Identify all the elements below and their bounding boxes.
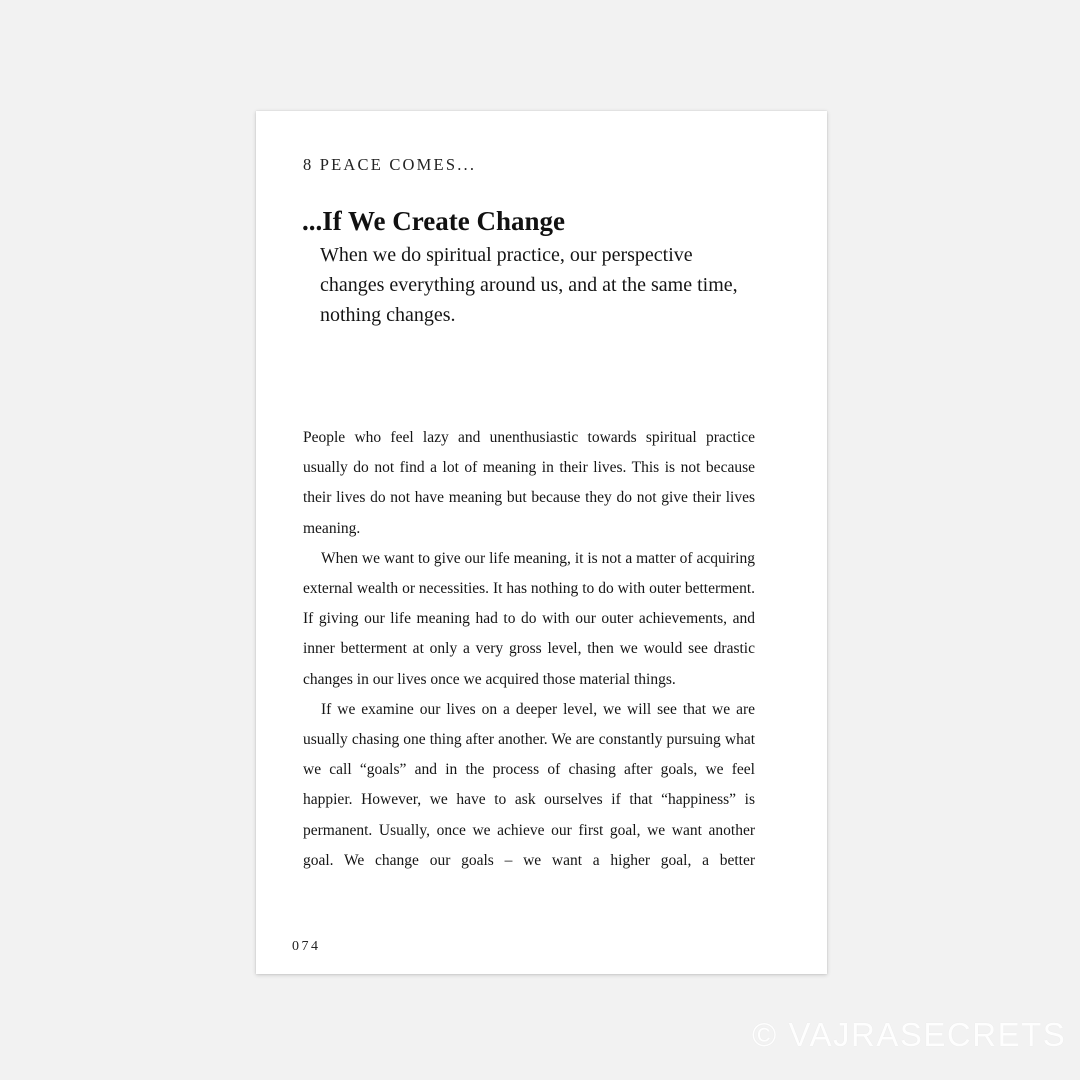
paragraph: If we examine our lives on a deeper level, we will see that we are usually chasing one thing after another. We are constantly pursuing what we call “goals” and in the process of chasing after goals, we feel happier. However, we have to ask ourselves if that “happiness” is permanent. Usually, once we achieve our first goal, we want another goal. We change our goals – we want a higher goal, a better bbox=[303, 700, 755, 869]
running-head: 8 PEACE COMES... bbox=[303, 155, 477, 174]
epigraph: When we do spiritual practice, our perspective changes everything around us, and at the same time, nothing changes. bbox=[320, 244, 738, 326]
body-text bbox=[303, 423, 755, 876]
page-number: 074 bbox=[292, 939, 321, 954]
chapter-title: ...If We Create Change bbox=[302, 206, 565, 236]
paragraph: When we want to give our life meaning, it is not a matter of acquiring external wealth or necessities. It has nothing to do with outer betterment. If giving our life meaning had to do with our outer achievements, and inner betterment at only a very gross level, then we would see drastic changes in our lives once we acquired those material things. bbox=[303, 549, 755, 688]
paragraph: People who feel lazy and unenthusiastic towards spiritual practice usually do not find a lot of meaning in their lives. This is not because their lives do not have meaning but because they do not give their lives meaning. bbox=[303, 429, 755, 537]
book-page bbox=[256, 111, 827, 974]
watermark: © VAJRASECRETS bbox=[752, 1016, 1067, 1053]
